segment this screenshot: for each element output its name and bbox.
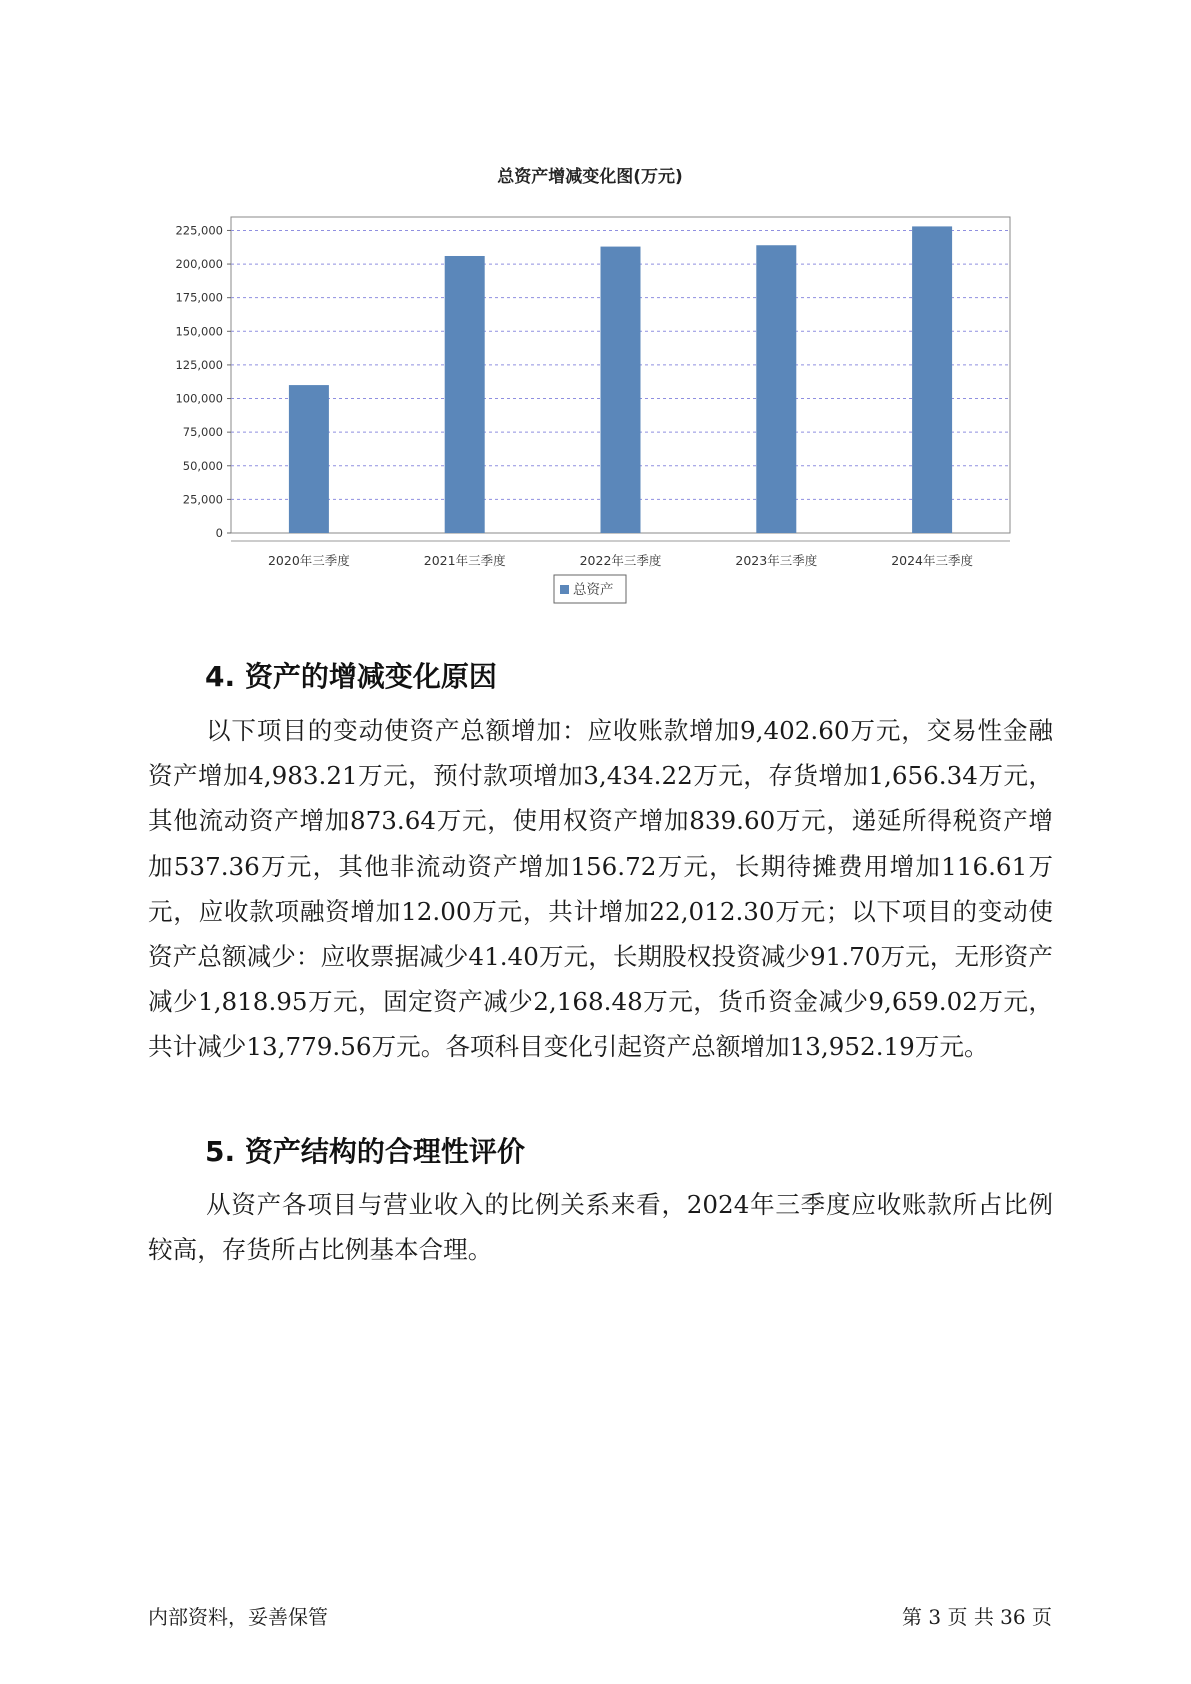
- x-tick-label: 2021年三季度: [423, 553, 506, 568]
- bar: [912, 226, 952, 533]
- footer-confidential-note: 内部资料，妥善保管: [148, 1605, 328, 1629]
- x-tick-label: 2023年三季度: [735, 553, 818, 568]
- y-tick-label: 25,000: [182, 492, 223, 507]
- legend-swatch: [560, 585, 569, 594]
- y-tick-label: 100,000: [175, 391, 223, 406]
- x-tick-label: 2020年三季度: [267, 553, 350, 568]
- section-heading-asset-change-reasons: 4. 资产的增减变化原因: [205, 660, 497, 693]
- y-tick-label: 175,000: [175, 290, 223, 305]
- bar: [445, 256, 485, 533]
- paragraph-asset-structure-evaluation: 从资产各项目与营业收入的比例关系来看，2024年三季度应收账款所占比例较高，存货所占比例基本合理。: [148, 1190, 1053, 1265]
- y-tick-label: 150,000: [175, 324, 223, 339]
- y-tick-label: 50,000: [182, 458, 223, 473]
- y-tick-label: 125,000: [175, 357, 223, 372]
- x-tick-label: 2022年三季度: [579, 553, 662, 568]
- section-heading-asset-structure-evaluation: 5. 资产结构的合理性评价: [205, 1135, 525, 1168]
- bar: [289, 385, 329, 533]
- paragraph-asset-change-reasons: 以下项目的变动使资产总额增加：应收账款增加9,402.60万元，交易性金融资产增加4,983.21万元，预付款项增加3,434.22万元，存货增加1,656.34万元，其他流动资产增加873.64万元，使用权资产增加839.60万元，递延所得税资产增加537.36万元，其他非流动资产增加156.72万元，长期待摊费用增加116.61万元，应收款项融资增加12.00万元，共计增加22,012.30万元；以下项目的变动使资产总额减少：应收票据减少41.40万元，长期股权投资减少91.70万元，无形资产减少1,818.95万元，固定资产减少2,168.48万元，货币资金减少9,659.02万元，共计减少13,779.56万元。各项科目变化引起资产总额增加13,952.19万元。: [148, 716, 1053, 1062]
- y-tick-label: 225,000: [175, 223, 223, 238]
- footer-page-number: 第 3 页 共 36 页: [902, 1605, 1052, 1629]
- legend-label: 总资产: [573, 582, 614, 598]
- x-tick-label: 2024年三季度: [891, 553, 974, 568]
- total-assets-chart: [150, 165, 1030, 625]
- bar: [756, 245, 796, 533]
- y-tick-label: 200,000: [175, 257, 223, 272]
- bar-chart-svg: [150, 165, 1030, 625]
- bar: [601, 247, 641, 533]
- y-tick-label: 75,000: [182, 425, 223, 440]
- chart-title: 总资产增减变化图(万元): [497, 167, 683, 187]
- y-tick-label: 0: [215, 526, 223, 540]
